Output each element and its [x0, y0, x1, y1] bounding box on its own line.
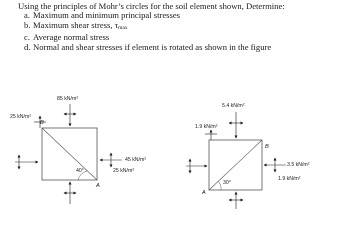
item-letter: a.: [24, 10, 30, 21]
problem-intro: Using the principles of Mohr’s circles for the soil element shown, Determine:: [18, 1, 285, 11]
item-text: Normal and shear stresses if element is rotated as shown in the figure: [33, 41, 272, 52]
right-point-a-label: A: [202, 190, 206, 196]
item-letter: b.: [24, 19, 31, 30]
left-shear-stress-label: 25 kN/m²: [113, 168, 135, 174]
left-right-stress-label: 45 kN/m²: [125, 157, 147, 163]
right-rotated-plane-line: [209, 140, 262, 190]
right-angle-label: 30°: [223, 180, 231, 186]
left-rotated-plane-line: [42, 128, 97, 180]
item-text: Maximum shear stress, τ: [33, 19, 119, 30]
item-text: Average normal stress: [33, 32, 110, 43]
right-top-stress-label: 5.4 kN/m²: [222, 103, 245, 109]
item-letter: d.: [24, 41, 31, 52]
left-top-stress-label: 85 kN/m²: [57, 96, 79, 102]
right-point-b-label: B: [265, 144, 269, 150]
left-side-stress-label: 25 kN/m²: [10, 114, 32, 120]
left-soil-element: [10, 96, 146, 204]
left-point-a-label: A: [96, 183, 100, 189]
right-right-stress-label: 3.5 kN/m²: [287, 162, 310, 168]
left-angle-label: 40°: [76, 168, 84, 174]
right-side-stress-label: 1.9 kN/m²: [195, 124, 218, 130]
right-shear-stress-label: 1.9 kN/m²: [278, 176, 301, 182]
left-point-b-label: B: [40, 120, 44, 126]
right-angle-arc: [218, 181, 221, 190]
item-subscript: max: [118, 24, 128, 31]
item-letter: c.: [24, 32, 30, 43]
item-text: Maximum and minimum principal stresses: [33, 10, 181, 21]
right-soil-element: [186, 103, 310, 209]
